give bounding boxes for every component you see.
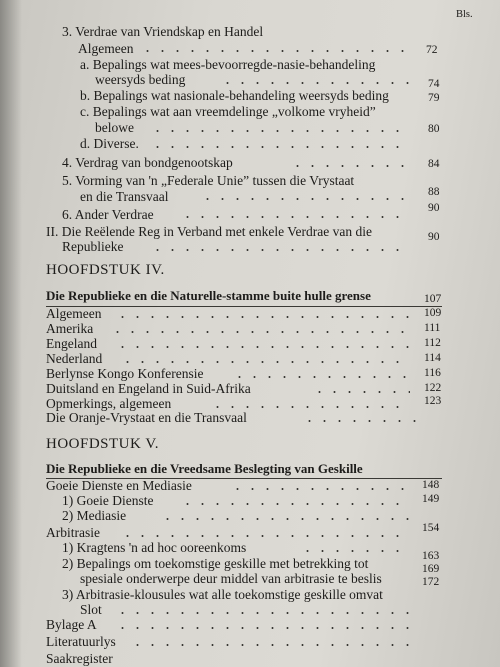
toc-entry-text: II. Die Reëlende Reg in Verband met enkele Verdrae van die xyxy=(46,224,372,239)
toc-entry-page: 148 xyxy=(422,479,440,491)
toc-entry-text: Amerika xyxy=(46,321,94,336)
toc-entry-text: Berlynse Kongo Konferensie xyxy=(46,366,204,381)
toc-entry-text: Die Oranje-Vrystaat en die Transvaal xyxy=(46,410,247,425)
toc-entry-text: Slot xyxy=(80,602,102,617)
toc-entry-text: 3) Arbitrasie-klousules wat alle toekomstige geskille omvat xyxy=(62,587,383,602)
toc-entry-text: 4. Verdrag van bondgenootskap xyxy=(62,155,233,170)
toc-entry-page: 80 xyxy=(428,123,440,135)
chapter-heading: HOOFDSTUK IV. xyxy=(46,262,165,278)
toc-entry-text: Nederland xyxy=(46,351,103,366)
page-gutter-shadow xyxy=(0,0,22,667)
toc-entry-text: weersyds beding xyxy=(95,72,186,87)
toc-entry-page: 172 xyxy=(422,576,440,588)
toc-entry-page: 116 xyxy=(424,367,441,379)
section-title: 3. Verdrae van Vriendskap en Handel xyxy=(62,24,264,39)
leader-dots xyxy=(150,130,410,132)
toc-entry-page: 123 xyxy=(424,395,442,407)
toc-entry-text: Engeland xyxy=(46,336,97,351)
toc-entry-text: spesiale onderwerpe deur middel van arbitrasie te beslis xyxy=(80,571,382,586)
toc-entry-text: Literatuurlys xyxy=(46,634,116,649)
toc-entry-page: 79 xyxy=(428,92,440,104)
leader-dots xyxy=(150,249,410,251)
leader-dots xyxy=(180,503,410,505)
leader-dots xyxy=(230,488,410,490)
toc-entry-text: Bylage A xyxy=(46,617,97,632)
leader-dots xyxy=(220,82,410,84)
toc-entry-page: 154 xyxy=(422,522,440,534)
toc-entry-text: Algemeen xyxy=(78,41,134,56)
toc-entry-page: 122 xyxy=(424,382,442,394)
leader-dots xyxy=(115,627,415,629)
toc-entry-page: 74 xyxy=(428,78,440,90)
toc-entry-text: d. Diverse. xyxy=(80,136,139,151)
toc-entry-text: Arbitrasie xyxy=(46,525,100,540)
leader-dots xyxy=(110,331,410,333)
toc-entry-page: 163 xyxy=(422,550,440,562)
toc-entry-page: 88 xyxy=(428,186,440,198)
toc-entry-text: en die Transvaal xyxy=(80,189,169,204)
leader-dots xyxy=(300,550,410,552)
toc-entry-page: 72 xyxy=(426,44,438,56)
leader-dots xyxy=(232,376,410,378)
toc-entry-page: 111 xyxy=(424,322,441,334)
toc-entry-text: a. Bepalings wat mees-bevoorregde-nasie-behandeling xyxy=(80,57,376,72)
toc-entry-text: Algemeen xyxy=(46,306,102,321)
toc-entry-text: belowe xyxy=(95,120,134,135)
leader-dots xyxy=(115,346,410,348)
toc-entry-page: 109 xyxy=(424,307,442,319)
toc-entry-page: 84 xyxy=(428,158,440,170)
toc-entry-text: Duitsland en Engeland in Suid-Afrika xyxy=(46,381,251,396)
toc-entry-text: 2) Bepalings om toekomstige geskille met betrekking tot xyxy=(62,556,369,571)
toc-entry-text: 1) Goeie Dienste xyxy=(62,493,154,508)
leader-dots xyxy=(140,50,410,52)
toc-entry-text: c. Bepalings wat aan vreemdelinge „volkome vryheid” xyxy=(80,104,376,119)
toc-entry-text: Republieke xyxy=(62,239,124,254)
toc-entry-page: 107 xyxy=(424,293,442,305)
leader-dots xyxy=(120,535,410,537)
page-column-label: Bls. xyxy=(456,9,473,20)
toc-entry-text: b. Bepalings wat nasionale-behandeling weersyds beding xyxy=(80,88,389,103)
toc-entry-page: 114 xyxy=(424,352,441,364)
leader-dots xyxy=(180,216,410,218)
chapter-subtitle: Die Republieke en die Vreedsame Beslegting van Geskille xyxy=(46,461,363,476)
toc-entry-text: Opmerkings, algemeen xyxy=(46,396,172,411)
toc-entry-text: 5. Vorming van 'n „Federale Unie” tussen die Vrystaat xyxy=(62,173,355,188)
leader-dots xyxy=(130,644,415,646)
toc-entry-page: 169 xyxy=(422,563,440,575)
leader-dots xyxy=(290,165,410,167)
leader-dots xyxy=(120,361,410,363)
leader-dots xyxy=(160,518,410,520)
leader-dots xyxy=(115,612,415,614)
toc-entry-text: Saakregister xyxy=(46,651,113,666)
toc-entry-text: 1) Kragtens 'n ad hoc ooreenkoms xyxy=(62,540,247,555)
chapter-heading: HOOFDSTUK V. xyxy=(46,436,159,452)
leader-dots xyxy=(210,406,410,408)
toc-entry-page: 90 xyxy=(428,231,440,243)
toc-entry-text: Goeie Dienste en Mediasie xyxy=(46,478,192,493)
toc-entry-text: 6. Ander Verdrae xyxy=(62,207,154,222)
toc-entry-page: 112 xyxy=(424,337,441,349)
leader-dots xyxy=(302,420,420,422)
leader-dots xyxy=(115,316,410,318)
section-rule xyxy=(46,306,442,307)
leader-dots xyxy=(150,146,410,148)
leader-dots xyxy=(312,391,410,393)
toc-entry-text: 2) Mediasie xyxy=(62,508,127,523)
toc-entry-page: 149 xyxy=(422,493,440,505)
chapter-subtitle: Die Republieke en die Naturelle-stamme buite hulle grense xyxy=(46,288,371,303)
leader-dots xyxy=(200,198,410,200)
toc-entry-page: 90 xyxy=(428,202,440,214)
